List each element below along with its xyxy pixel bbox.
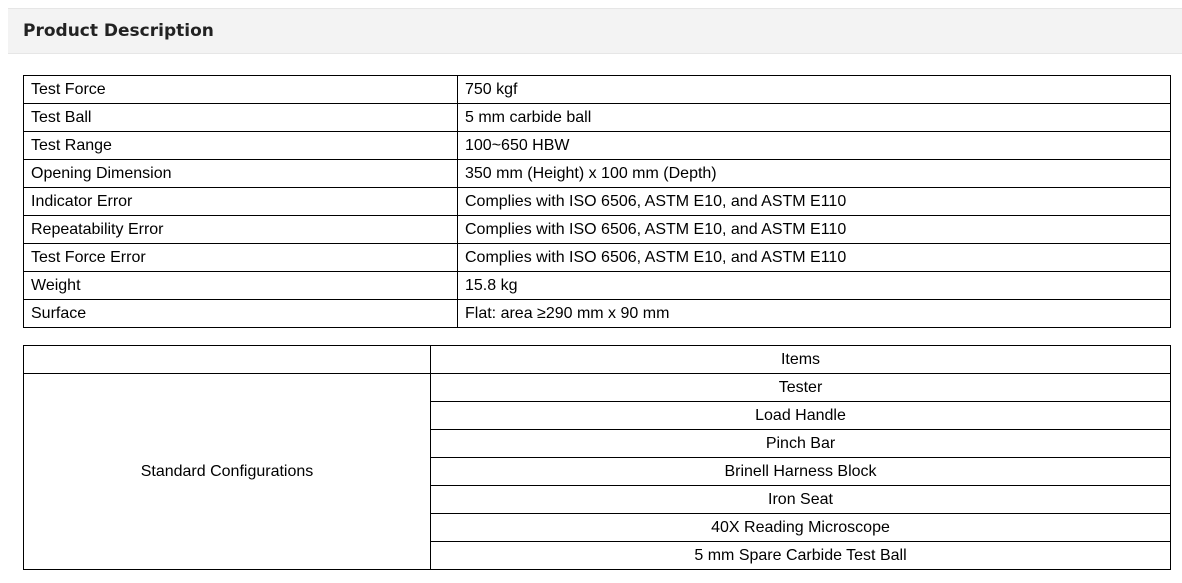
configuration-item: 40X Reading Microscope	[431, 514, 1171, 542]
spec-row	[24, 244, 1171, 272]
spec-label: Repeatability Error	[24, 216, 458, 244]
spec-value: Complies with ISO 6506, ASTM E10, and ASTM E110	[458, 188, 1171, 216]
configuration-item: Load Handle	[431, 402, 1171, 430]
configuration-table	[23, 345, 1171, 570]
configuration-header-row	[24, 346, 1171, 374]
spec-row	[24, 76, 1171, 104]
spec-label: Test Ball	[24, 104, 458, 132]
configuration-items-header: Items	[431, 346, 1171, 374]
section-title: Product Description	[23, 21, 214, 41]
spec-label: Weight	[24, 272, 458, 300]
spec-row	[24, 300, 1171, 328]
configuration-item: 5 mm Spare Carbide Test Ball	[431, 542, 1171, 570]
spec-value: Flat: area ≥290 mm x 90 mm	[458, 300, 1171, 328]
configuration-item: Pinch Bar	[431, 430, 1171, 458]
spec-table	[23, 75, 1171, 328]
configuration-row	[24, 374, 1171, 402]
spec-value: Complies with ISO 6506, ASTM E10, and ASTM E110	[458, 244, 1171, 272]
configuration-item: Brinell Harness Block	[431, 458, 1171, 486]
section-header	[8, 8, 1182, 54]
spec-row	[24, 272, 1171, 300]
configuration-header-empty	[24, 346, 431, 374]
spec-row	[24, 132, 1171, 160]
spec-value: 100~650 HBW	[458, 132, 1171, 160]
spec-value: 5 mm carbide ball	[458, 104, 1171, 132]
standard-configurations-label: Standard Configurations	[24, 374, 431, 570]
spec-label: Test Range	[24, 132, 458, 160]
spec-value: 350 mm (Height) x 100 mm (Depth)	[458, 160, 1171, 188]
spec-row	[24, 104, 1171, 132]
spec-value: Complies with ISO 6506, ASTM E10, and ASTM E110	[458, 216, 1171, 244]
spec-label: Opening Dimension	[24, 160, 458, 188]
spec-label: Test Force	[24, 76, 458, 104]
spec-row	[24, 216, 1171, 244]
spec-row	[24, 160, 1171, 188]
spec-row	[24, 188, 1171, 216]
spec-value: 15.8 kg	[458, 272, 1171, 300]
spec-value: 750 kgf	[458, 76, 1171, 104]
spec-label: Indicator Error	[24, 188, 458, 216]
configuration-item: Tester	[431, 374, 1171, 402]
configuration-item: Iron Seat	[431, 486, 1171, 514]
spec-label: Surface	[24, 300, 458, 328]
spec-label: Test Force Error	[24, 244, 458, 272]
